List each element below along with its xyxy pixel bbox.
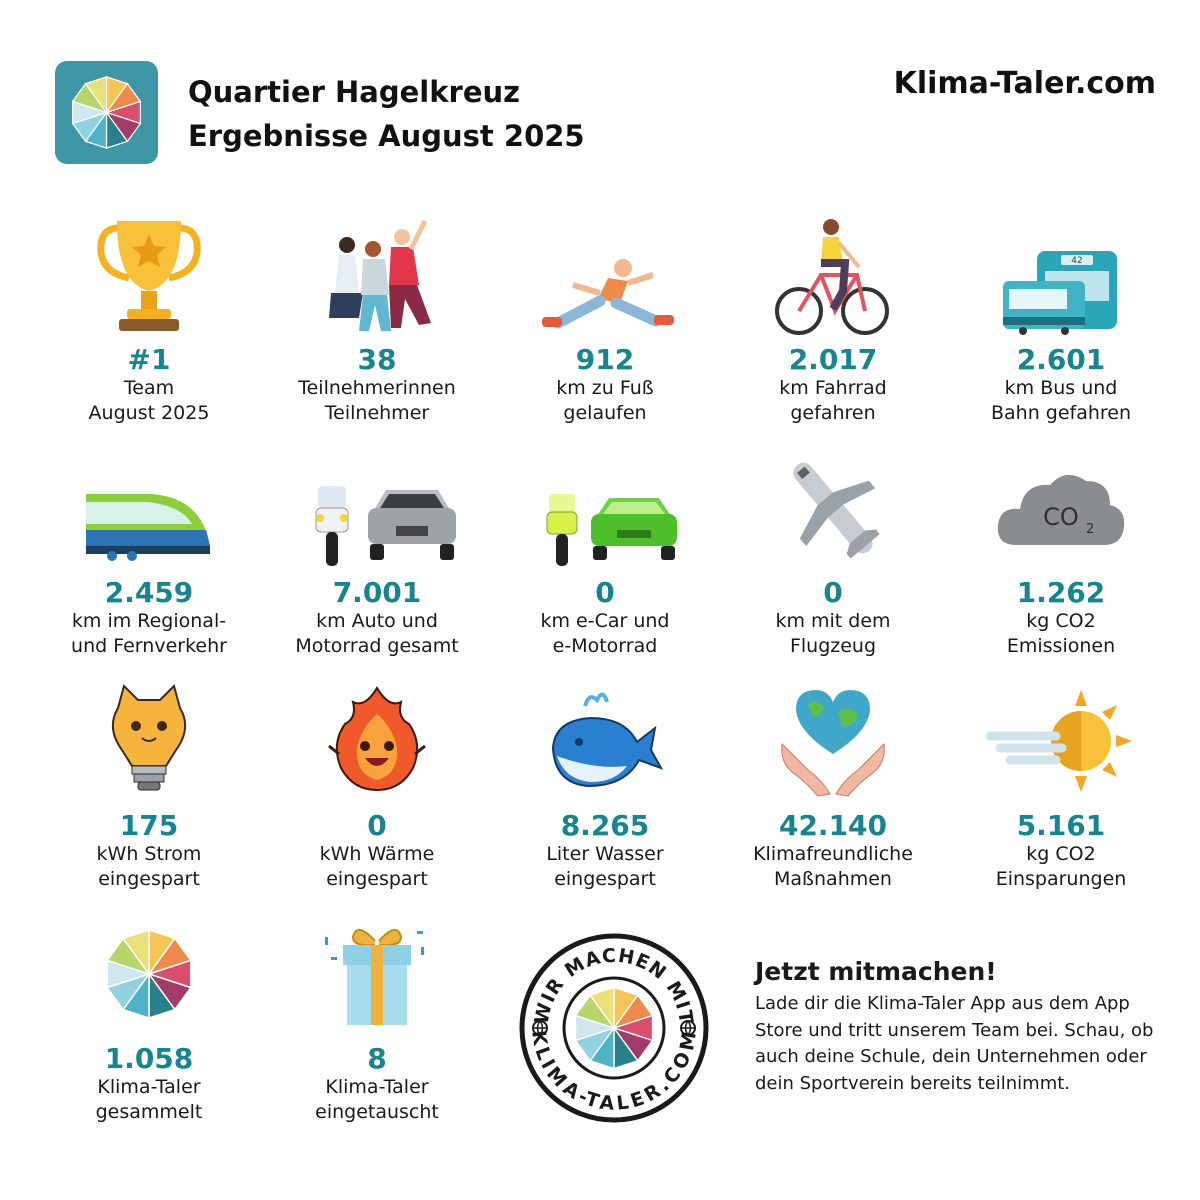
stat-cycling xyxy=(719,210,947,426)
cta-heading: Jetzt mitmachen! xyxy=(755,957,997,986)
stat-value: 175 xyxy=(119,809,179,842)
stat-value: 8.265 xyxy=(560,809,650,842)
page-title xyxy=(188,70,585,158)
app-logo xyxy=(55,61,158,164)
title-line-2: Ergebnisse August 2025 xyxy=(188,119,585,153)
call-to-action xyxy=(755,955,1165,1097)
klima-taler-wheel-icon xyxy=(66,72,147,153)
stat-label: kg CO2 Emissionen xyxy=(1006,610,1116,657)
stat-value: 2.017 xyxy=(788,343,878,376)
stat-value: 0 xyxy=(367,809,387,842)
klima-taler-coin-icon xyxy=(35,909,263,1039)
stat-label: Teilnehmerinnen Teilnehmer xyxy=(298,377,456,424)
stat-airplane xyxy=(719,443,947,659)
stat-value: 1.058 xyxy=(104,1042,194,1075)
whale-icon xyxy=(491,676,719,806)
stat-value: 1.262 xyxy=(1016,576,1106,609)
klima-taler-wheel-icon xyxy=(575,988,652,1069)
stat-value: 7.001 xyxy=(332,576,422,609)
stat-label: Klima-Taler eingetauscht xyxy=(315,1076,439,1123)
stat-label: km Bus und Bahn gefahren xyxy=(990,377,1132,424)
people-icon xyxy=(263,210,491,340)
stat-taler-collected xyxy=(35,909,263,1125)
co2-cloud-icon xyxy=(947,443,1175,573)
stat-value: 42.140 xyxy=(778,809,888,842)
wir-machen-mit-badge xyxy=(518,932,710,1124)
fire-icon xyxy=(263,676,491,806)
sun-wind-icon xyxy=(947,676,1175,806)
stat-label: km Fahrrad gefahren xyxy=(779,377,887,424)
train-icon xyxy=(35,443,263,573)
bicycle-icon xyxy=(719,210,947,340)
cta-text: Lade dir die Klima-Taler App aus dem App Store und tritt unserem Team bei. Schau, ob auch deine Schule, dein Unternehmen oder dein Sportverein bereits teilnimmt. xyxy=(755,993,1154,1094)
svg-text:42: 42 xyxy=(1070,255,1083,266)
stat-label: Team August 2025 xyxy=(88,377,210,424)
stat-label: kWh Strom eingespart xyxy=(96,843,202,890)
cat-lightbulb-icon xyxy=(35,676,263,806)
stat-value: 0 xyxy=(595,576,615,609)
stat-walking xyxy=(491,210,719,426)
stat-label: km im Regional- und Fernverkehr xyxy=(71,610,227,657)
stat-climate-actions xyxy=(719,676,947,892)
stat-car-motorcycle xyxy=(263,443,491,659)
stat-co2-emissions xyxy=(947,443,1175,659)
airplane-icon xyxy=(719,443,947,573)
stat-label: km mit dem Flugzeug xyxy=(775,610,891,657)
stat-heat-saved xyxy=(263,676,491,892)
stat-taler-redeemed xyxy=(263,909,491,1125)
badge-top-text: WIR MACHEN MIT xyxy=(530,944,698,1027)
stat-regional-long-distance xyxy=(35,443,263,659)
stat-label: Liter Wasser eingespart xyxy=(546,843,664,890)
earth-heart-hands-icon xyxy=(719,676,947,806)
stat-bus-rail xyxy=(947,210,1175,426)
badge-bottom-text: KLIMA-TALER.COM xyxy=(527,1029,702,1115)
stat-value: 0 xyxy=(823,576,843,609)
stat-value: 2.601 xyxy=(1016,343,1106,376)
runner-icon xyxy=(491,210,719,340)
stat-participants xyxy=(263,210,491,426)
ecar-emotorcycle-icon xyxy=(491,443,719,573)
title-line-1: Quartier Hagelkreuz xyxy=(188,75,521,109)
svg-text:2: 2 xyxy=(1085,522,1094,537)
stat-ecar-emotorcycle xyxy=(491,443,719,659)
svg-text:CO: CO xyxy=(1042,503,1079,531)
stat-label: kWh Wärme eingespart xyxy=(319,843,435,890)
stat-label: kg CO2 Einsparungen xyxy=(995,843,1127,890)
stat-value: 2.459 xyxy=(104,576,194,609)
stat-co2-savings xyxy=(947,676,1175,892)
stat-team-rank xyxy=(35,210,263,426)
stat-value: 5.161 xyxy=(1016,809,1106,842)
stat-label: km Auto und Motorrad gesamt xyxy=(295,610,459,657)
stat-label: km zu Fuß gelaufen xyxy=(556,377,654,424)
stat-value: #1 xyxy=(127,343,171,376)
brand-name: Klima-Taler.com xyxy=(893,66,1156,101)
stat-label: Klima-Taler gesammelt xyxy=(95,1076,203,1123)
stat-value: 8 xyxy=(367,1042,387,1075)
bus-tram-icon xyxy=(947,210,1175,340)
gift-icon xyxy=(263,909,491,1039)
stat-value: 38 xyxy=(357,343,397,376)
trophy-icon xyxy=(35,210,263,340)
car-motorcycle-icon xyxy=(263,443,491,573)
stat-label: km e-Car und e-Motorrad xyxy=(540,610,670,657)
stat-electricity-saved xyxy=(35,676,263,892)
stat-water-saved xyxy=(491,676,719,892)
stat-label: Klimafreundliche Maßnahmen xyxy=(753,843,913,890)
stat-value: 912 xyxy=(575,343,635,376)
